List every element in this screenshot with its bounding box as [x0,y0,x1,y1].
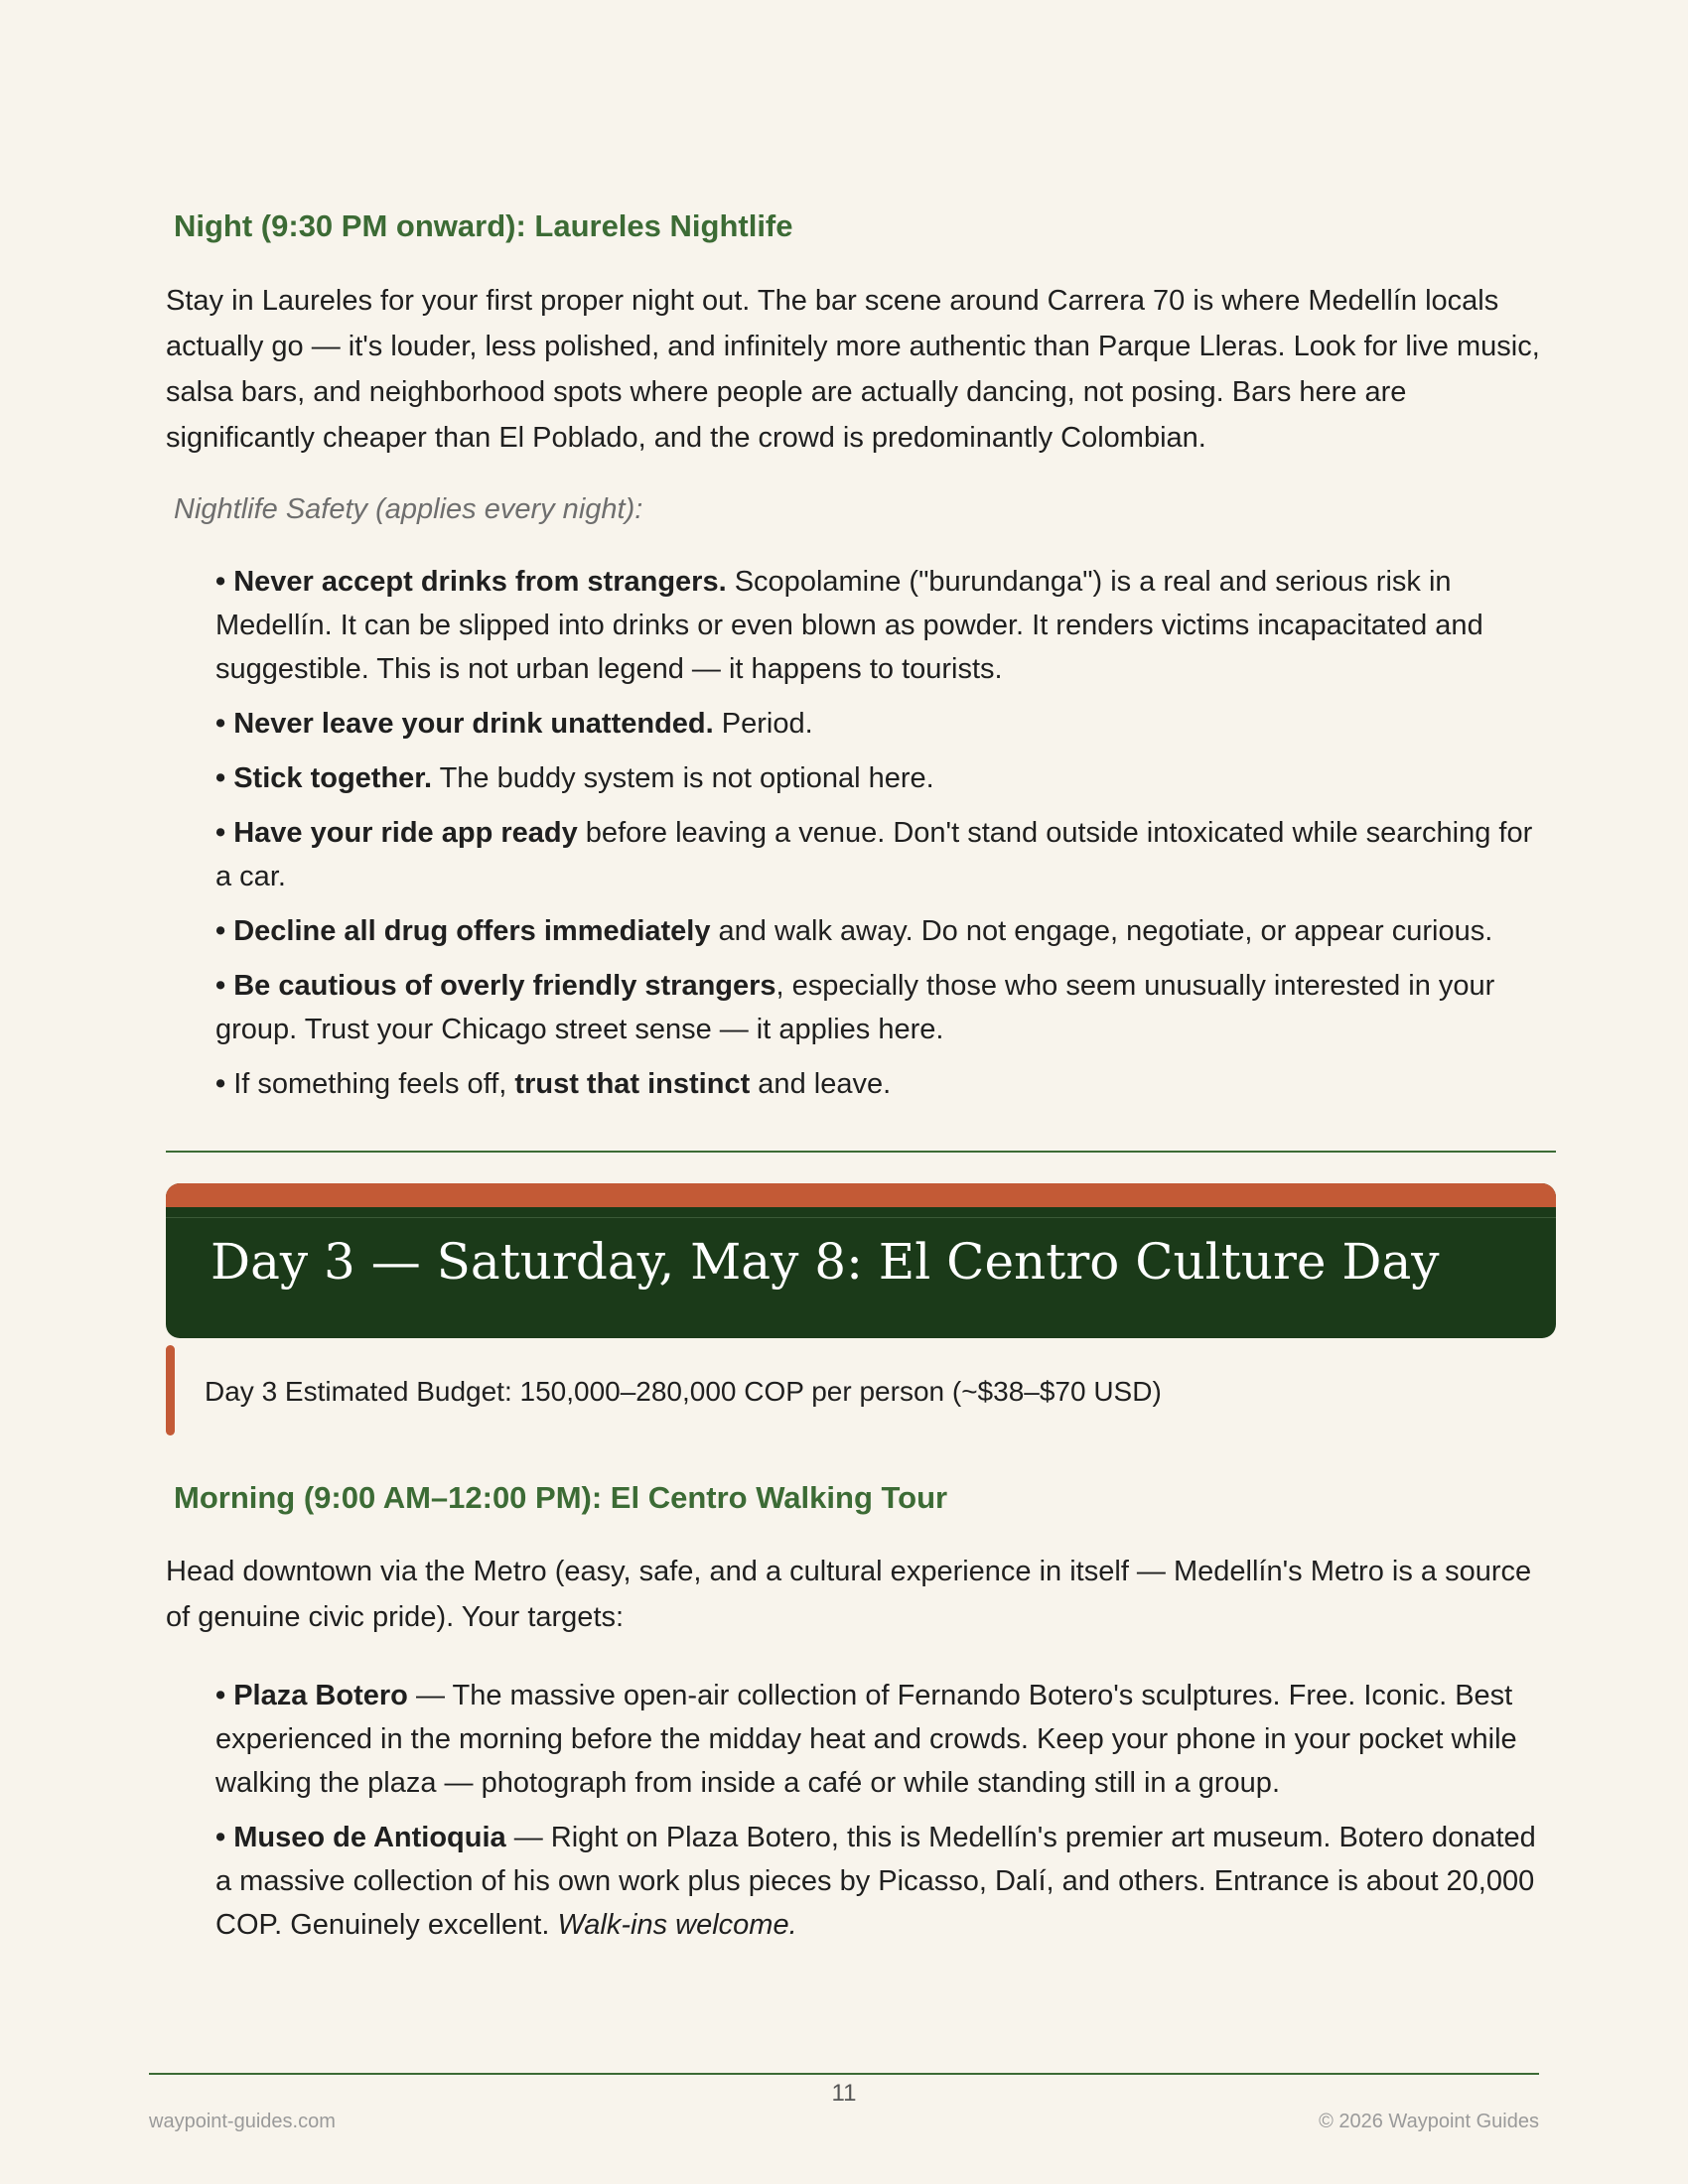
day-title: Day 3 — Saturday, May 8: El Centro Culture Day [211,1233,1440,1291]
list-item: • Have your ride app ready before leaving a venue. Don't stand outside intoxicated while searching for a car. [215,817,1533,892]
list-item: • If something feels off, trust that instinct and leave. [215,1068,892,1100]
budget-callout [166,1345,1556,1435]
list-item: • Never leave your drink unattended. Period. [215,708,813,740]
list-item: • Be cautious of overly friendly strangers, especially those who seem unusually interested in your group. Trust your Chicago street sense — it applies here. [215,970,1495,1045]
nightlife-safety-label: Nightlife Safety (applies every night): [174,493,643,525]
budget-accent-bar [166,1345,175,1435]
budget-text: Day 3 Estimated Budget: 150,000–280,000 COP per person (~$38–$70 USD) [205,1376,1162,1407]
list-item: • Plaza Botero — The massive open-air collection of Fernando Botero's sculptures. Free. Iconic. Best experienced in the morning before the midday heat and crowds. Keep your phone in your pocket while walking the plaza — photograph from inside a café or while standing still in a group. [215,1680,1517,1799]
footer-site: waypoint-guides.com [149,2111,336,2132]
day-banner [166,1183,1556,1338]
footer-divider [149,2073,1539,2075]
page-number: 11 [831,2080,857,2107]
banner-rule [166,1217,1556,1218]
section-heading-morning: Morning (9:00 AM–12:00 PM): El Centro Walking Tour [174,1480,948,1515]
list-item: • Decline all drug offers immediately and walk away. Do not engage, negotiate, or appear curious. [215,915,1493,947]
list-item: • Museo de Antioquia — Right on Plaza Botero, this is Medellín's premier art museum. Botero donated a massive collection of his own work plus pieces by Picasso, Dalí, and others. Entrance is about 20,000 COP. Genuinely excellent. Walk-ins welcome. [215,1822,1536,1941]
morning-paragraph: Head downtown via the Metro (easy, safe, and a cultural experience in itself — Medellín's Metro is a source of genuine civic pride). Your targets: [166,1556,1532,1633]
banner-accent-bar [166,1183,1556,1207]
list-item: • Never accept drinks from strangers. Scopolamine ("burundanga") is a real and serious risk in Medellín. It can be slipped into drinks or even blown as powder. It renders victims incapacitated and suggestible. This is not urban legend — it happens to tourists. [215,566,1483,685]
footer-copyright: © 2026 Waypoint Guides [1319,2111,1539,2132]
list-item: • Stick together. The buddy system is not optional here. [215,762,934,794]
morning-targets-list [215,1674,1551,1947]
nightlife-safety-list [215,560,1551,1106]
night-paragraph: Stay in Laureles for your first proper night out. The bar scene around Carrera 70 is where Medellín locals actually go — it's louder, less polished, and infinitely more authentic than Parque Lleras. Look for live music, salsa bars, and neighborhood spots where people are actually dancing, not posing. Bars here are significantly cheaper than El Poblado, and the crowd is predominantly Colombian. [166,285,1540,454]
section-divider [166,1151,1556,1153]
section-heading-night: Night (9:30 PM onward): Laureles Nightlife [174,208,793,243]
